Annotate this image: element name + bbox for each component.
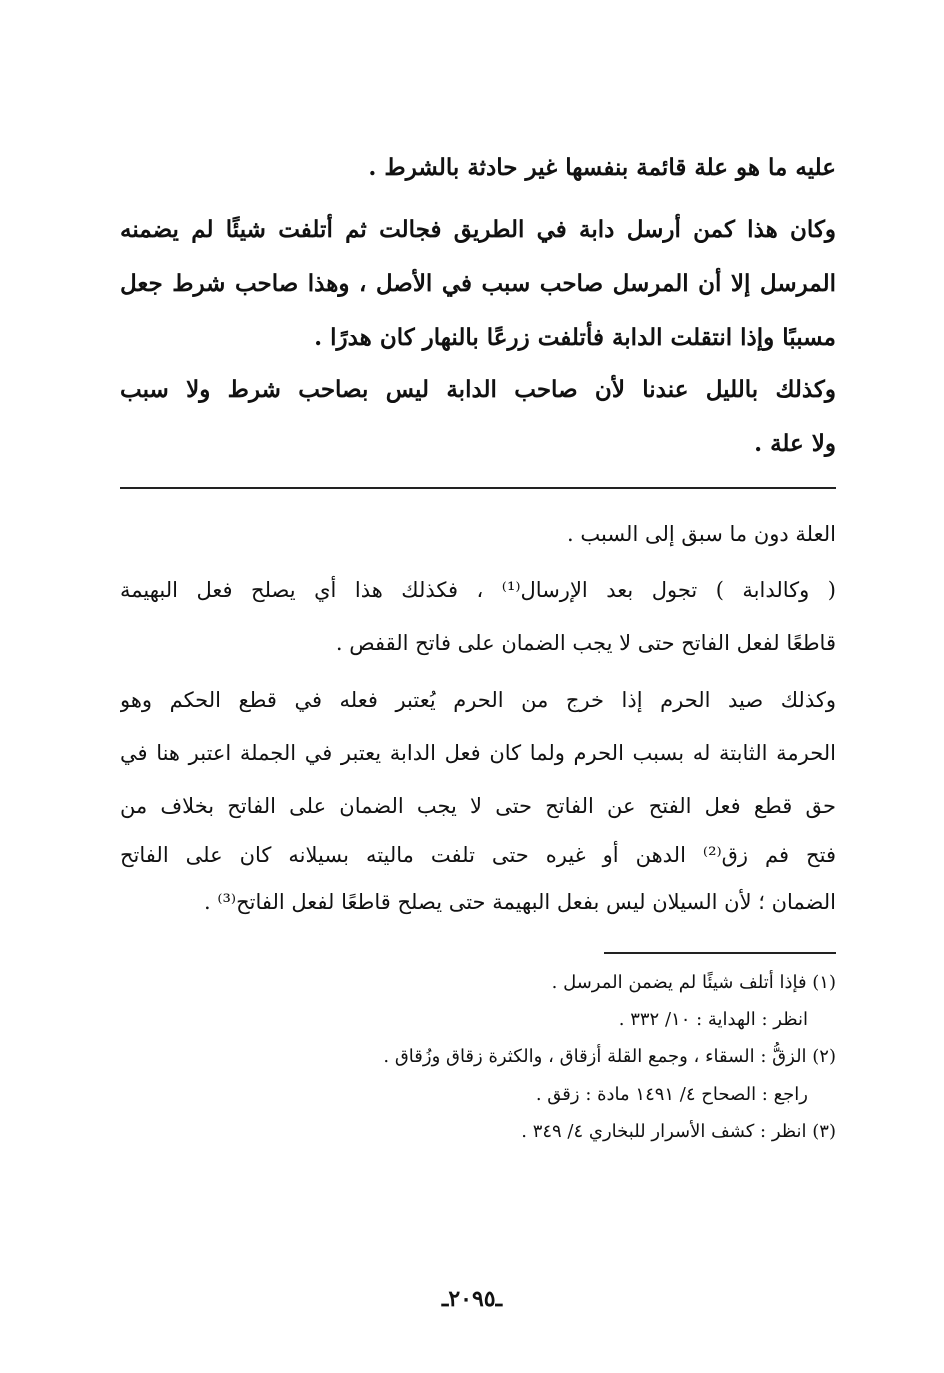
commentary-line: حق قطع فعل الفتح عن الفاتح حتى لا يجب الضمان على الفاتح بخلاف من [120,794,836,818]
main-text-line: وكذلك بالليل عندنا لأن صاحب الدابة ليس بصاحب شرط ولا سبب [120,376,836,403]
commentary-line: وكذلك صيد الحرم إذا خرج من الحرم يُعتبر فعله في قطع الحكم وهو [120,688,836,712]
commentary-line: الحرمة الثابتة له بسبب الحرم ولما كان فعل الدابة يعتبر في الجملة اعتبر هنا في [120,741,836,765]
footnote-line: (٢) الزقُّ : السقاء ، وجمع القلة أزقاق ، والكثرة زقاق وزُقاق . [383,1046,836,1067]
commentary-line: فتح فم زق⁽²⁾ الدهن أو غيره حتى تلفت ماليته بسيلانه كان على الفاتح [120,843,836,867]
section-divider [120,487,836,489]
main-text-line: مسببًا وإذا انتقلت الدابة فأتلفت زرعًا بالنهار كان هدرًا . [314,324,836,351]
page-content [120,0,836,1373]
main-text-line: المرسل إلا أن المرسل صاحب سبب في الأصل ، وهذا صاحب شرط جعل [120,270,836,297]
footnote-line: (١) فإذا أتلف شيئًا لم يضمن المرسل . [551,972,836,993]
commentary-line: الضمان ؛ لأن السيلان ليس بفعل البهيمة حتى يصلح قاطعًا لفعل الفاتح⁽³⁾ . [203,890,836,914]
footnote-line: راجع : الصحاح ٤/ ١٤٩١ مادة : زقق . [535,1084,808,1105]
footnote-line: (٣) انظر : كشف الأسرار للبخاري ٤/ ٣٤٩ . [521,1121,836,1142]
main-text-line: وكان هذا كمن أرسل دابة في الطريق فجالت ثم أتلفت شيئًا لم يضمنه [120,216,836,243]
footnote-line: انظر : الهداية : ١٠/ ٣٣٢ . [618,1009,808,1030]
commentary-line: قاطعًا لفعل الفاتح حتى لا يجب الضمان على فاتح القفص . [335,631,836,655]
commentary-line: العلة دون ما سبق إلى السبب . [567,522,836,546]
main-text-line: ولا علة . [754,430,836,457]
commentary-line: ( وكالدابة ) تجول بعد الإرسال⁽¹⁾ ، فكذلك هذا أي يصلح فعل البهيمة [120,578,836,602]
footnote-divider [604,952,836,954]
page-number: ـ٢٠٩٥ـ [441,1286,503,1312]
main-text-line: عليه ما هو علة قائمة بنفسها غير حادثة بالشرط . [368,154,836,181]
